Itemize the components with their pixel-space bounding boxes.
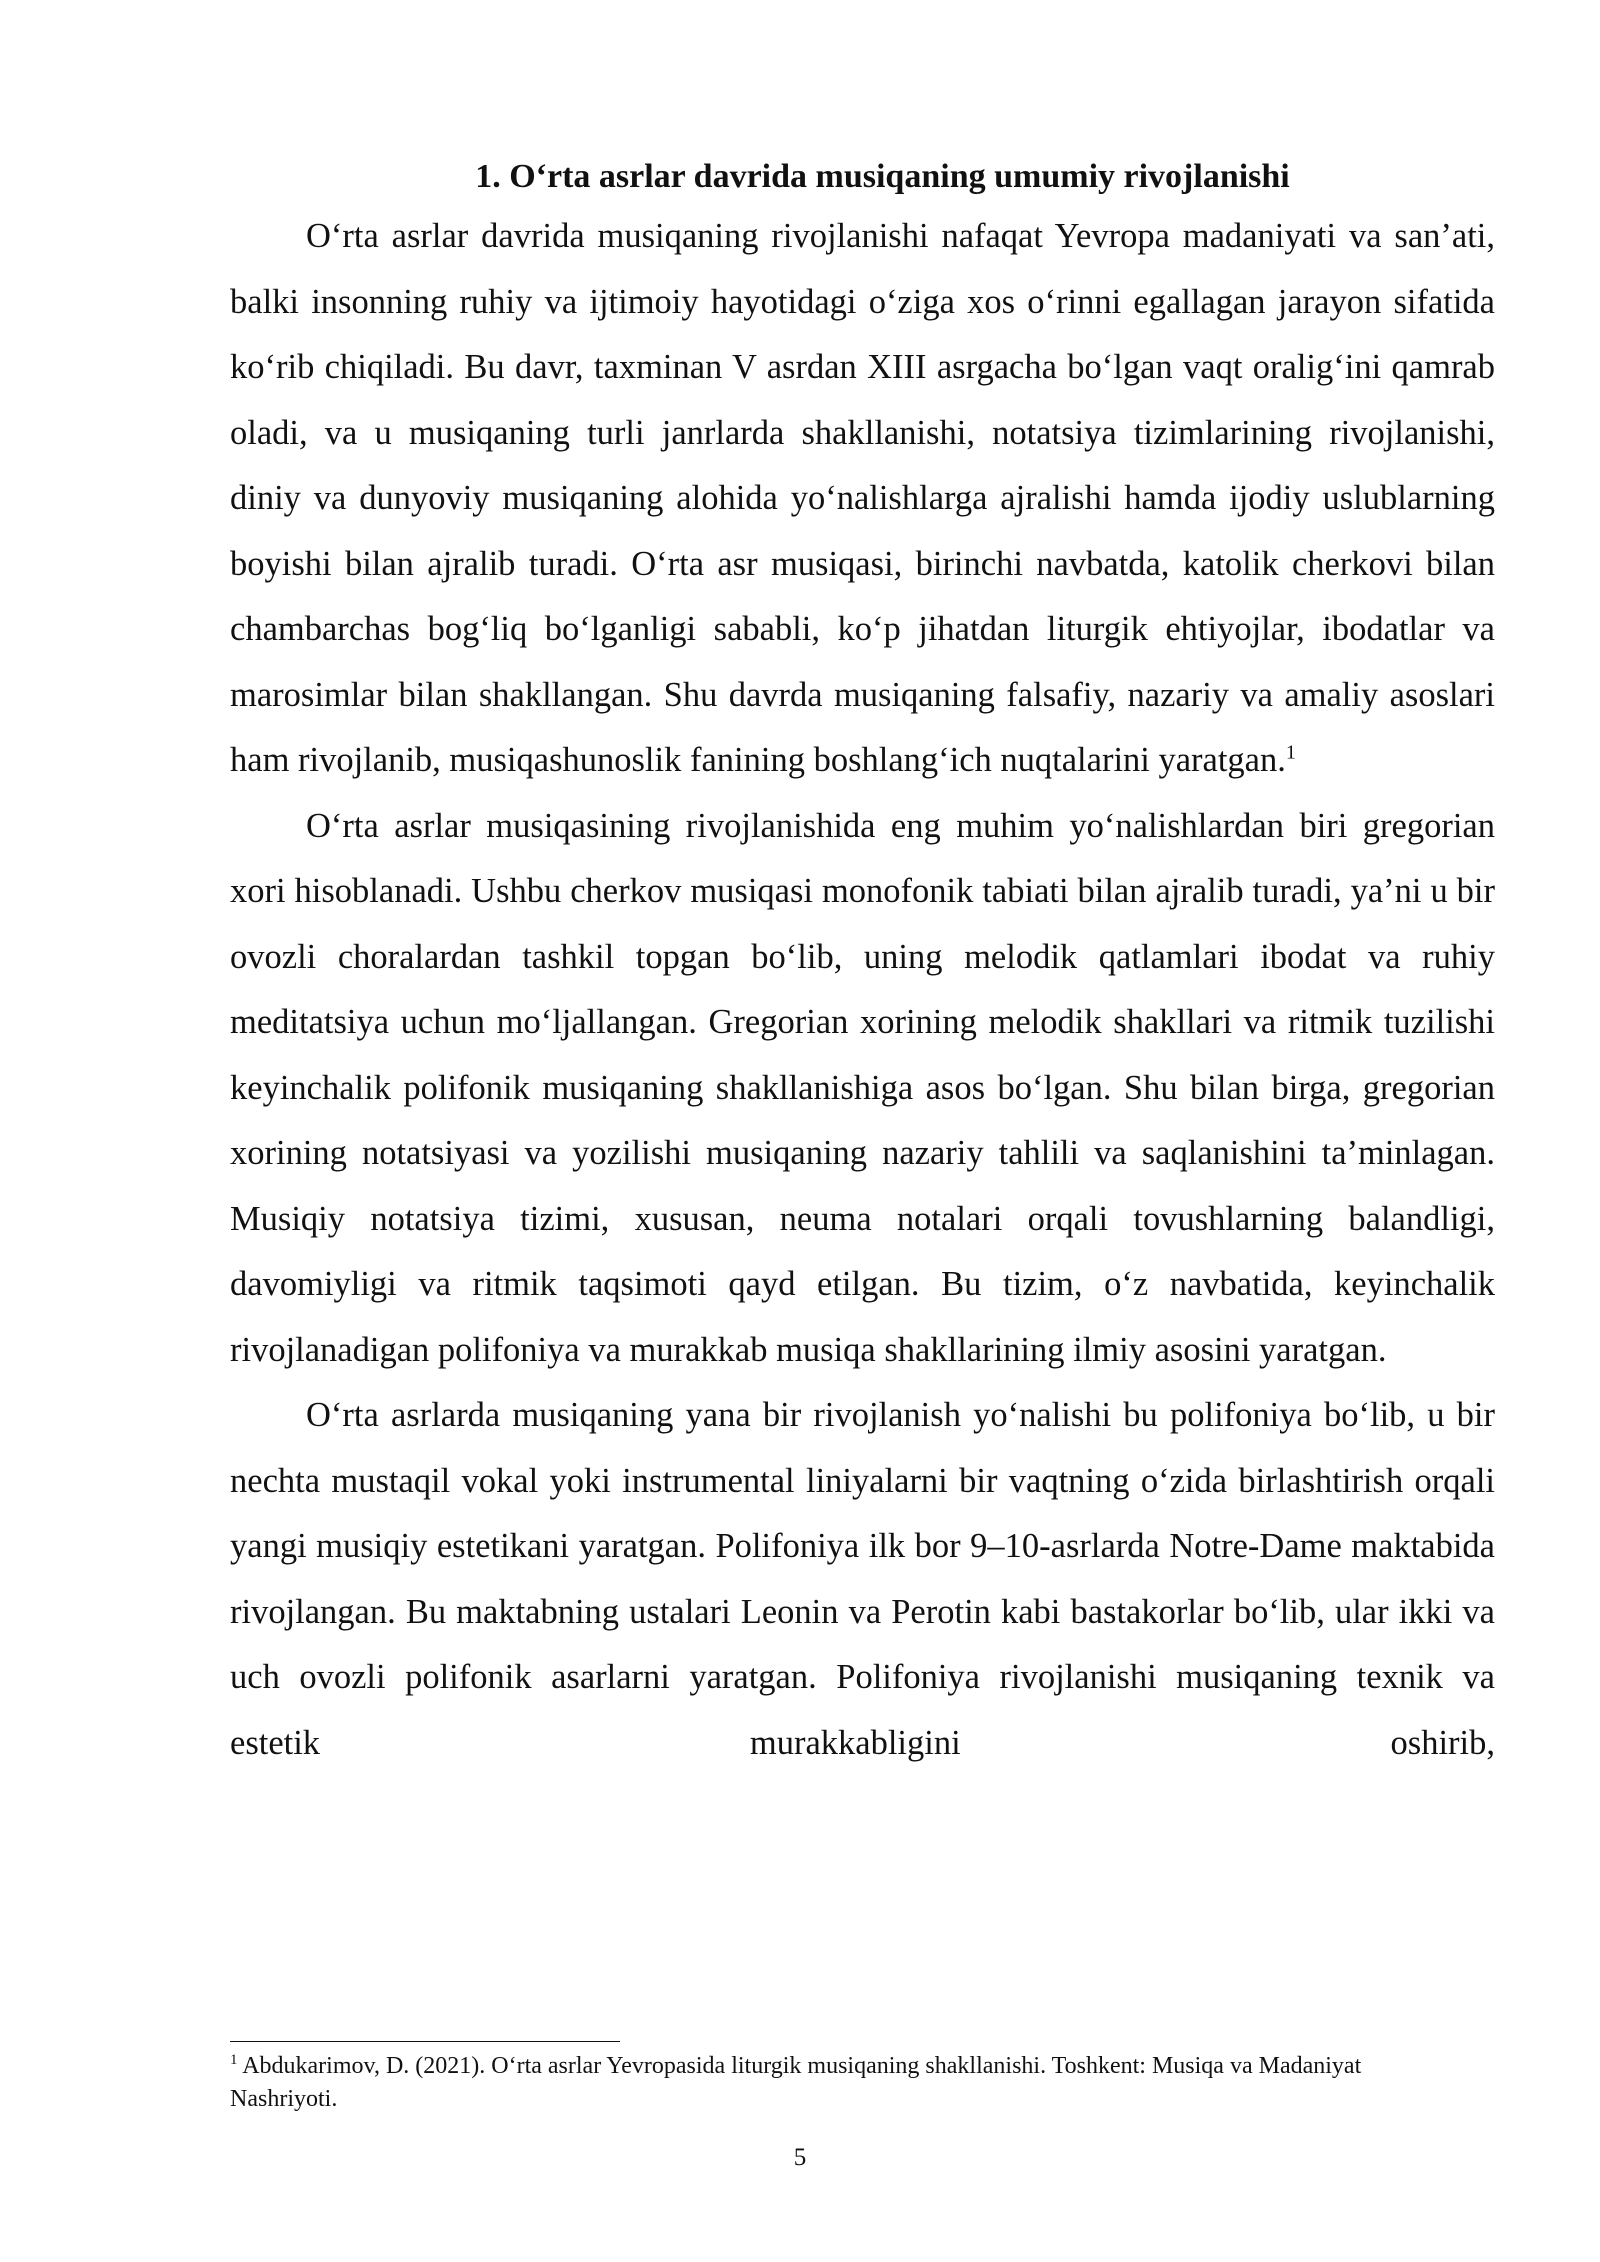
- paragraph-3: [230, 1383, 1495, 1776]
- footnote: [230, 2050, 1410, 2116]
- section-heading: 1. O‘rta asrlar davrida musiqaning umumiy rivojlanishi: [475, 158, 1290, 195]
- footnote-reference: 1: [1285, 741, 1296, 764]
- footnote-marker: 1: [230, 2052, 238, 2068]
- paragraph-2: [230, 794, 1495, 1384]
- page-number: 5: [793, 2144, 807, 2171]
- footnote-separator: [230, 2041, 620, 2042]
- paragraph-1: [230, 204, 1495, 794]
- paragraph-3-text: O‘rta asrlarda musiqaning yana bir rivojlanish yo‘nalishi bu polifoniya bo‘lib, u bir nechta mustaqil vokal yoki instrumental liniyalarni bir vaqtning o‘zida birlashtirish orqali yangi musiqiy estetikani yaratgan. Polifoniya ilk bor 9–10-asrlarda Notre-Dame maktabida rivojlangan. Bu maktabning ustalari Leonin va Perotin kabi bastakorlar bo‘lib, ular ikki va uch ovozli polifonik asarlarni yaratgan. Polifoniya rivojlanishi musiqaning texnik va estetik murakkabligini oshirib,: [230, 1396, 1495, 1762]
- paragraph-1-text: O‘rta asrlar davrida musiqaning rivojlanishi nafaqat Yevropa madaniyati va san’ati, balki insonning ruhiy va ijtimoiy hayotidagi o‘ziga xos o‘rinni egallagan jarayon sifatida ko‘rib chiqiladi. Bu davr, taxminan V asrdan XIII asrgacha bo‘lgan vaqt oralig‘ini qamrab oladi, va u musiqaning turli janrlarda shakllanishi, notatsiya tizimlarining rivojlanishi, diniy va dunyoviy musiqaning alohida yo‘nalishlarga ajralishi hamda ijodiy uslublarning boyishi bilan ajralib turadi. O‘rta asr musiqasi, birinchi navbatda, katolik cherkovi bilan chambarchas bog‘liq bo‘lganligi sababli, ko‘p jihatdan liturgik ehtiyojlar, ibodatlar va marosimlar bilan shakllangan. Shu davrda musiqaning falsafiy, nazariy va amaliy asoslari ham rivojlanib, musiqashunoslik fanining boshlang‘ich nuqtalarini yaratgan.: [230, 217, 1495, 779]
- page-body: [230, 150, 1495, 1776]
- paragraph-2-text: O‘rta asrlar musiqasining rivojlanishida eng muhim yo‘nalishlardan biri gregorian xori hisoblanadi. Ushbu cherkov musiqasi monofonik tabiati bilan ajralib turadi, ya’ni u bir ovozli choralardan tashkil topgan bo‘lib, uning melodik qatlamlari ibodat va ruhiy meditatsiya uchun mo‘ljallangan. Gregorian xorining melodik shakllari va ritmik tuzilishi keyinchalik polifonik musiqaning shakllanishiga asos bo‘lgan. Shu bilan birga, gregorian xorining notatsiyasi va yozilishi musiqaning nazariy tahlili va saqlanishini ta’minlagan. Musiqiy notatsiya tizimi, xususan, neuma notalari orqali tovushlarning balandligi, davomiyligi va ritmik taqsimoti qayd etilgan. Bu tizim, o‘z navbatida, keyinchalik rivojlanadigan polifoniya va murakkab musiqa shakllarining ilmiy asosini yaratgan.: [230, 806, 1495, 1369]
- footnote-text: Abdukarimov, D. (2021). O‘rta asrlar Yevropasida liturgik musiqaning shakllanishi. Toshkent: Musiqa va Madaniyat Nashriyoti.: [230, 2053, 1362, 2112]
